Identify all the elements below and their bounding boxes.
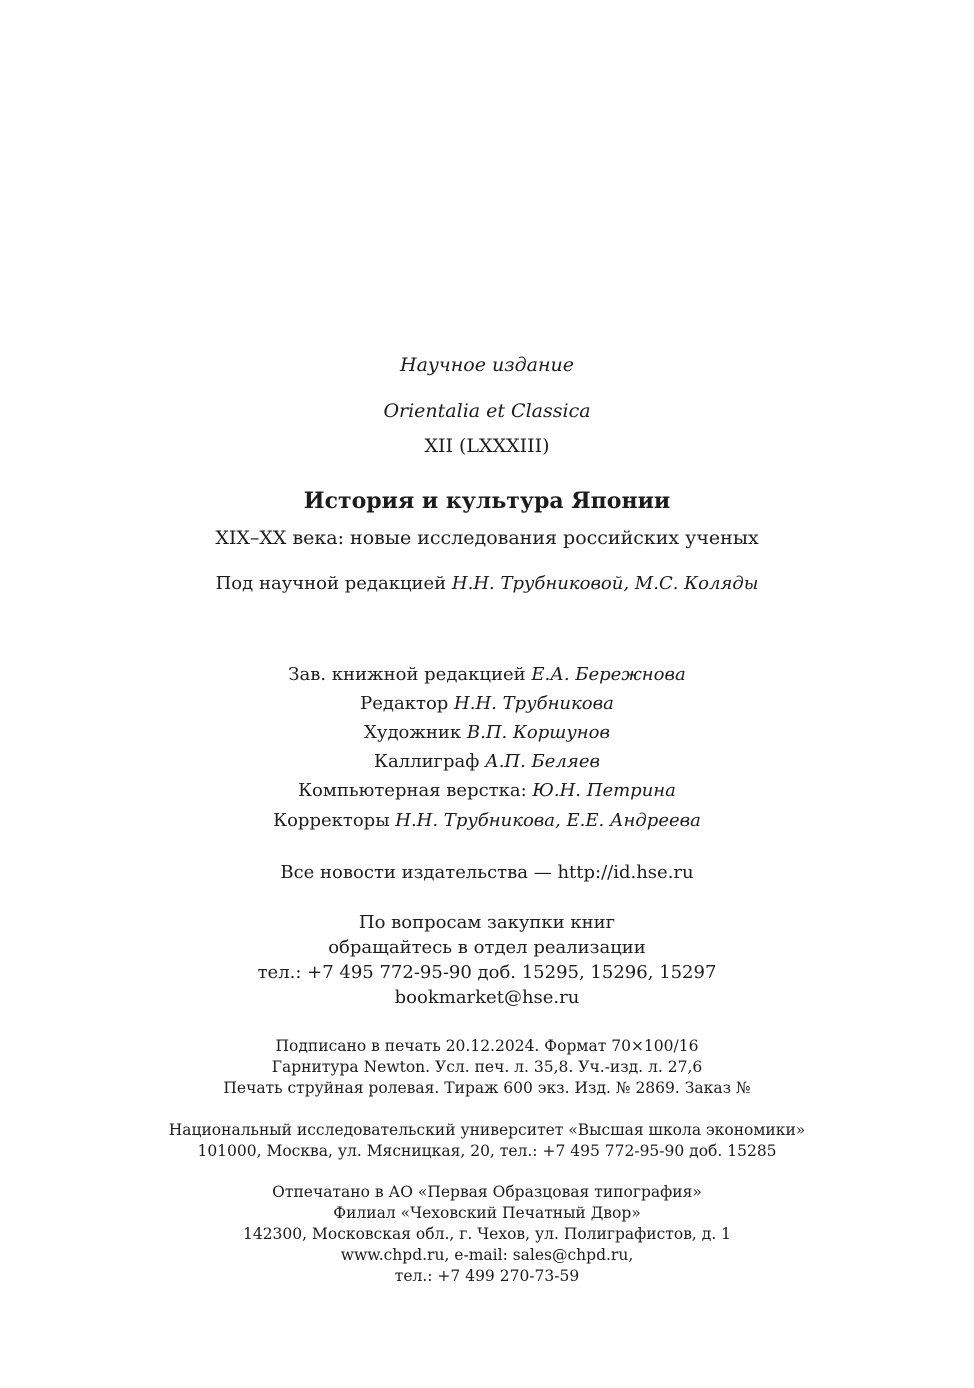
credit-role: Каллиграф: [374, 751, 486, 772]
credit-line: [0, 780, 974, 801]
edition-type: Научное издание: [400, 354, 574, 376]
credit-line: [0, 693, 974, 714]
credit-line: [0, 751, 974, 772]
printer-address: 142300, Московская обл., г. Чехов, ул. Полиграфистов, д. 1: [242, 1225, 732, 1243]
credit-name: Ю.Н. Петрина: [532, 780, 676, 801]
purchase-email: bookmarket@hse.ru: [394, 987, 580, 1008]
series-volume: XII (LXXXIII): [424, 435, 550, 457]
print-info-line: Подписано в печать 20.12.2024. Формат 70×100/16: [275, 1037, 699, 1055]
printer-line: Филиал «Чеховский Печатный Двор»: [333, 1204, 641, 1222]
credit-role: Компьютерная верстка:: [298, 780, 533, 801]
printer-line: Отпечатано в АО «Первая Образцовая типография»: [272, 1183, 702, 1201]
purchase-phone: тел.: +7 495 772-95-90 доб. 15295, 15296, 15297: [257, 962, 717, 983]
printer-phone: тел.: +7 499 270-73-59: [394, 1267, 580, 1285]
editors-names: Н.Н. Трубниковой, М.С. Коляды: [451, 573, 759, 594]
publisher-address: 101000, Москва, ул. Мясницкая, 20, тел.: +7 495 772-95-90 доб. 15285: [197, 1142, 777, 1160]
credit-line: [0, 722, 974, 743]
news-line: Все новости издательства — http://id.hse.ru: [280, 862, 694, 883]
publisher-name: Национальный исследовательский университет «Высшая школа экономики»: [168, 1121, 806, 1139]
credit-role: Корректоры: [273, 810, 396, 831]
credit-name: А.П. Беляев: [485, 751, 600, 772]
print-info-line: Печать струйная ролевая. Тираж 600 экз. Изд. № 2869. Заказ №: [223, 1079, 751, 1097]
credit-line: [0, 810, 974, 831]
credit-name: Н.Н. Трубникова: [454, 693, 614, 714]
book-subtitle: XIX–XX века: новые исследования российских ученых: [215, 527, 759, 549]
credit-name: Е.А. Бережнова: [531, 664, 686, 685]
credit-name: Н.Н. Трубникова, Е.Е. Андреева: [395, 810, 701, 831]
purchase-line: По вопросам закупки книг: [358, 912, 616, 933]
credit-role: Редактор: [360, 693, 455, 714]
credit-role: Художник: [364, 722, 467, 743]
series-name: Orientalia et Classica: [383, 400, 591, 422]
credit-name: В.П. Коршунов: [466, 722, 610, 743]
purchase-line: обращайтесь в отдел реализации: [328, 937, 646, 958]
book-title: История и культура Японии: [303, 488, 671, 514]
book-editors: [0, 573, 974, 594]
printer-contacts: www.chpd.ru, e-mail: sales@chpd.ru,: [340, 1246, 634, 1264]
print-info-line: Гарнитура Newton. Усл. печ. л. 35,8. Уч.-изд. л. 27,6: [271, 1058, 703, 1076]
editors-label: Под научной редакцией: [215, 573, 452, 594]
credit-role: Зав. книжной редакцией: [288, 664, 532, 685]
credit-line: [0, 664, 974, 685]
